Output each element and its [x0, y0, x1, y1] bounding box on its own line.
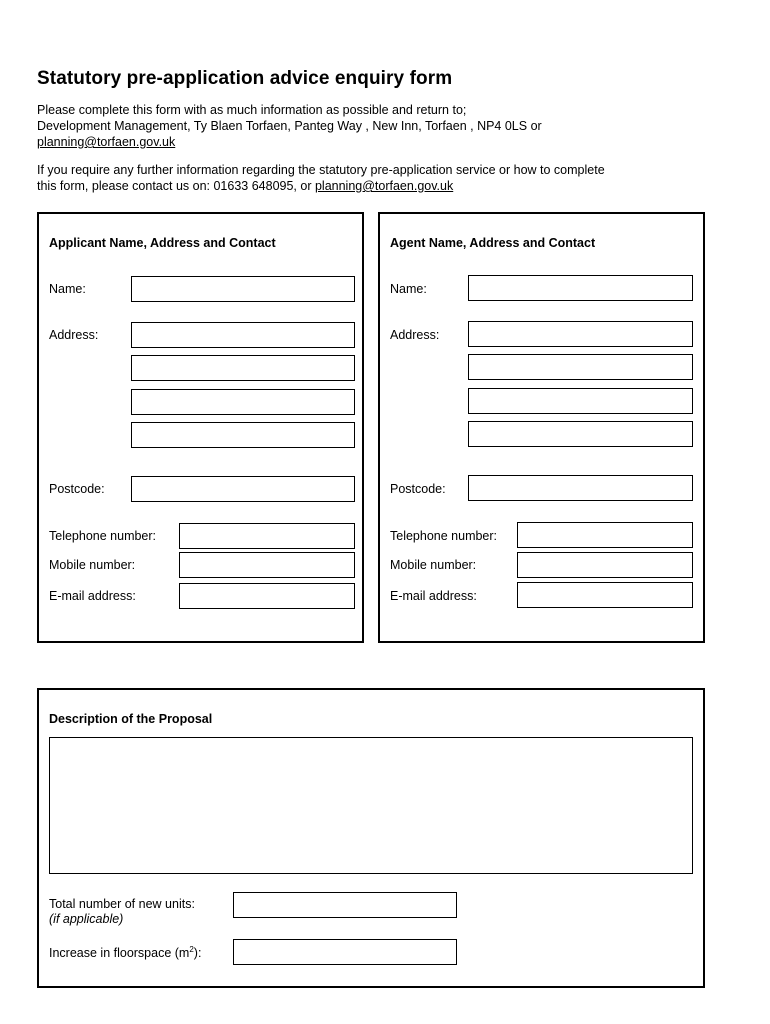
- floorspace-label: [49, 945, 201, 960]
- applicant-address-line-3[interactable]: [131, 389, 355, 415]
- agent-postcode-label: Postcode:: [390, 482, 446, 496]
- applicant-panel: [37, 212, 364, 643]
- proposal-heading: Description of the Proposal: [49, 712, 213, 726]
- units-label: Total number of new units:: [49, 897, 195, 911]
- applicant-heading: Applicant Name, Address and Contact: [49, 236, 276, 250]
- applicant-email-input[interactable]: [179, 583, 355, 609]
- agent-name-label: Name:: [390, 282, 427, 296]
- agent-panel: [378, 212, 705, 643]
- further-info-text: [37, 162, 605, 194]
- floorspace-label-superscript: 2: [189, 945, 194, 954]
- intro-text: [37, 102, 542, 150]
- intro-line-1: Please complete this form with as much information as possible and return to;: [37, 103, 467, 117]
- agent-address-line-2[interactable]: [468, 354, 693, 380]
- applicant-address-line-2[interactable]: [131, 355, 355, 381]
- further-info-email-link[interactable]: planning@torfaen.gov.uk: [314, 179, 454, 193]
- agent-telephone-input[interactable]: [517, 522, 693, 548]
- floorspace-input[interactable]: [233, 939, 457, 965]
- further-info-line-1: If you require any further information regarding the statutory pre-application service or how to complete: [37, 163, 605, 177]
- units-input[interactable]: [233, 892, 457, 918]
- agent-telephone-label: Telephone number:: [390, 529, 498, 543]
- floorspace-label-text: Increase in floorspace (m: [49, 946, 190, 961]
- agent-address-line-4[interactable]: [468, 421, 693, 447]
- agent-email-input[interactable]: [517, 582, 693, 608]
- agent-heading: Agent Name, Address and Contact: [390, 236, 596, 250]
- form-title: Statutory pre-application advice enquiry form: [37, 68, 453, 89]
- applicant-address-label: Address:: [49, 328, 99, 342]
- applicant-address-line-1[interactable]: [131, 322, 355, 348]
- agent-address-line-3[interactable]: [468, 388, 693, 414]
- agent-mobile-input[interactable]: [517, 552, 693, 578]
- proposal-description-input[interactable]: [49, 737, 693, 874]
- floorspace-label-suffix: ):: [193, 946, 202, 961]
- applicant-email-label: E-mail address:: [49, 589, 136, 603]
- agent-name-input[interactable]: [468, 275, 693, 301]
- agent-postcode-input[interactable]: [468, 475, 693, 501]
- further-info-line-2: this form, please contact us on: 01633 648095, or: [37, 179, 315, 193]
- agent-address-line-1[interactable]: [468, 321, 693, 347]
- applicant-telephone-input[interactable]: [179, 523, 355, 549]
- applicant-name-label: Name:: [49, 282, 86, 296]
- applicant-name-input[interactable]: [131, 276, 355, 302]
- intro-email-link[interactable]: planning@torfaen.gov.uk: [37, 135, 176, 149]
- applicant-postcode-input[interactable]: [131, 476, 355, 502]
- agent-address-label: Address:: [390, 328, 440, 342]
- units-note: (if applicable): [49, 912, 124, 926]
- applicant-postcode-label: Postcode:: [49, 482, 105, 496]
- applicant-telephone-label: Telephone number:: [49, 529, 157, 543]
- applicant-mobile-input[interactable]: [179, 552, 355, 578]
- applicant-mobile-label: Mobile number:: [49, 558, 136, 572]
- agent-mobile-label: Mobile number:: [390, 558, 477, 572]
- intro-line-2: Development Management, Ty Blaen Torfaen, Panteg Way , New Inn, Torfaen , NP4 0LS or: [37, 119, 542, 133]
- units-label-group: [49, 897, 195, 927]
- agent-email-label: E-mail address:: [390, 589, 477, 603]
- proposal-panel: [37, 688, 705, 988]
- applicant-address-line-4[interactable]: [131, 422, 355, 448]
